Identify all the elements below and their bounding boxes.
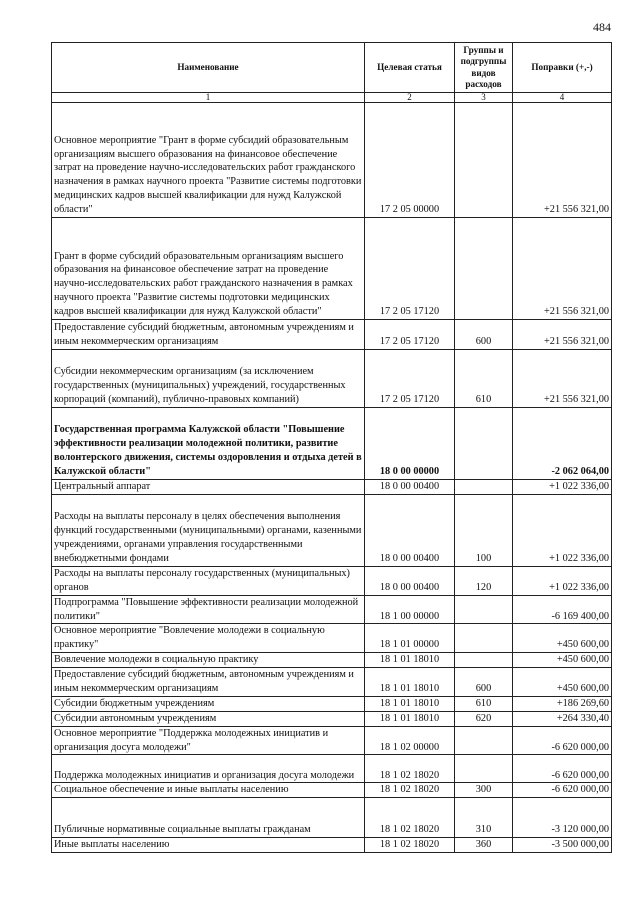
row-code: 18 0 00 00400 xyxy=(365,494,455,566)
row-group xyxy=(455,595,513,624)
row-code: 17 2 05 17120 xyxy=(365,320,455,350)
row-amount: -3 120 000,00 xyxy=(513,798,612,838)
row-group: 310 xyxy=(455,798,513,838)
table-row xyxy=(52,838,612,853)
row-group: 360 xyxy=(455,838,513,853)
row-name: Расходы на выплаты персоналу государственных (муниципальных) органов xyxy=(52,566,365,595)
row-code: 18 0 00 00400 xyxy=(365,480,455,495)
table-row xyxy=(52,798,612,838)
table-row xyxy=(52,653,612,668)
row-amount: +450 600,00 xyxy=(513,653,612,668)
row-code: 18 1 01 18010 xyxy=(365,711,455,726)
row-name: Вовлечение молодежи в социальную практику xyxy=(52,653,365,668)
column-number: 3 xyxy=(455,93,513,103)
row-code: 18 1 01 00000 xyxy=(365,624,455,653)
table-row xyxy=(52,566,612,595)
table-row xyxy=(52,595,612,624)
row-code: 18 1 02 18020 xyxy=(365,783,455,798)
table-row xyxy=(52,668,612,697)
row-name: Расходы на выплаты персоналу в целях обеспечения выполнения функций государственными (муниципальными) органами, казенными учреждениями, органами управления государственными внебюджетными фондами xyxy=(52,494,365,566)
row-code: 17 2 05 17120 xyxy=(365,218,455,320)
table-row xyxy=(52,726,612,755)
column-number: 4 xyxy=(513,93,612,103)
row-group: 120 xyxy=(455,566,513,595)
row-code: 18 1 02 18020 xyxy=(365,798,455,838)
row-amount: -6 620 000,00 xyxy=(513,726,612,755)
row-amount: +21 556 321,00 xyxy=(513,103,612,218)
row-group: 300 xyxy=(455,783,513,798)
row-amount: -6 620 000,00 xyxy=(513,755,612,783)
header-code: Целевая статья xyxy=(365,43,455,93)
row-name: Социальное обеспечение и иные выплаты населению xyxy=(52,783,365,798)
row-amount: +264 330,40 xyxy=(513,711,612,726)
row-name: Подпрограмма "Повышение эффективности реализации молодежной политики" xyxy=(52,595,365,624)
row-name: Иные выплаты населению xyxy=(52,838,365,853)
row-group xyxy=(455,408,513,480)
row-code: 18 0 00 00000 xyxy=(365,408,455,480)
row-group xyxy=(455,103,513,218)
table-row xyxy=(52,783,612,798)
row-name: Основное мероприятие "Поддержка молодежных инициатив и организация досуга молодежи" xyxy=(52,726,365,755)
row-name: Субсидии бюджетным учреждениям xyxy=(52,696,365,711)
page-number: 484 xyxy=(593,20,611,34)
table-row xyxy=(52,320,612,350)
row-code: 17 2 05 17120 xyxy=(365,350,455,408)
header-row xyxy=(52,43,612,93)
row-amount: -3 500 000,00 xyxy=(513,838,612,853)
row-code: 18 1 02 00000 xyxy=(365,726,455,755)
row-code: 18 0 00 00400 xyxy=(365,566,455,595)
row-group xyxy=(455,480,513,495)
header-group: Группы и подгруппы видов расходов xyxy=(455,43,513,93)
row-name: Основное мероприятие "Грант в форме субсидий образовательным организациям высшего образования на финансовое обеспечение затрат на проведение научно-исследовательских работ гражданского назначения в рамках научного проекта "Развитие системы подготовки медицинских кадров высшей квалификации для нужд Калужской области" xyxy=(52,103,365,218)
row-name: Основное мероприятие "Вовлечение молодежи в социальную практику" xyxy=(52,624,365,653)
row-name: Центральный аппарат xyxy=(52,480,365,495)
row-group: 600 xyxy=(455,668,513,697)
column-number: 2 xyxy=(365,93,455,103)
row-name: Публичные нормативные социальные выплаты гражданам xyxy=(52,798,365,838)
row-code: 17 2 05 00000 xyxy=(365,103,455,218)
row-group: 600 xyxy=(455,320,513,350)
row-group xyxy=(455,726,513,755)
table-row xyxy=(52,350,612,408)
row-group: 610 xyxy=(455,696,513,711)
row-amount: -2 062 064,00 xyxy=(513,408,612,480)
table-row xyxy=(52,494,612,566)
table-row xyxy=(52,218,612,320)
row-name: Предоставление субсидий бюджетным, автономным учреждениям и иным некоммерческим организациям xyxy=(52,668,365,697)
row-group xyxy=(455,624,513,653)
table-row xyxy=(52,103,612,218)
row-amount: +1 022 336,00 xyxy=(513,494,612,566)
row-amount: +450 600,00 xyxy=(513,668,612,697)
row-name: Поддержка молодежных инициатив и организация досуга молодежи xyxy=(52,755,365,783)
row-name: Предоставление субсидий бюджетным, автономным учреждениям и иным некоммерческим организациям xyxy=(52,320,365,350)
table-row xyxy=(52,711,612,726)
row-amount: +186 269,60 xyxy=(513,696,612,711)
row-code: 18 1 02 18020 xyxy=(365,838,455,853)
row-group: 610 xyxy=(455,350,513,408)
table-row xyxy=(52,755,612,783)
row-amount: +450 600,00 xyxy=(513,624,612,653)
row-group xyxy=(455,653,513,668)
row-code: 18 1 01 18010 xyxy=(365,668,455,697)
row-code: 18 1 01 18010 xyxy=(365,696,455,711)
row-amount: +21 556 321,00 xyxy=(513,320,612,350)
row-code: 18 1 01 18010 xyxy=(365,653,455,668)
table-row xyxy=(52,696,612,711)
table-row xyxy=(52,480,612,495)
row-group: 620 xyxy=(455,711,513,726)
budget-table xyxy=(51,42,612,853)
row-name: Субсидии некоммерческим организациям (за исключением государственных (муниципальных) учреждений, государственных корпораций (компаний), публично-правовых компаний) xyxy=(52,350,365,408)
row-name: Субсидии автономным учреждениям xyxy=(52,711,365,726)
row-amount: -6 620 000,00 xyxy=(513,783,612,798)
header-amount: Поправки (+,-) xyxy=(513,43,612,93)
row-amount: +21 556 321,00 xyxy=(513,350,612,408)
row-amount: -6 169 400,00 xyxy=(513,595,612,624)
row-code: 18 1 00 00000 xyxy=(365,595,455,624)
row-name: Государственная программа Калужской области "Повышение эффективности реализации молодежной политики, развитие волонтерского движения, системы оздоровления и отдыха детей в Калужской области" xyxy=(52,408,365,480)
row-amount: +1 022 336,00 xyxy=(513,566,612,595)
row-group xyxy=(455,218,513,320)
column-number-row xyxy=(52,93,612,103)
row-group: 100 xyxy=(455,494,513,566)
column-number: 1 xyxy=(52,93,365,103)
header-name: Наименование xyxy=(52,43,365,93)
row-group xyxy=(455,755,513,783)
table-row xyxy=(52,624,612,653)
row-amount: +21 556 321,00 xyxy=(513,218,612,320)
table-row-program xyxy=(52,408,612,480)
row-name: Грант в форме субсидий образовательным организациям высшего образования на финансовое обеспечение затрат на проведение научно-исследовательских работ гражданского назначения в рамках научного проекта "Развитие системы подготовки медицинских кадров высшей квалификации для нужд Калужской области" xyxy=(52,218,365,320)
row-amount: +1 022 336,00 xyxy=(513,480,612,495)
row-code: 18 1 02 18020 xyxy=(365,755,455,783)
